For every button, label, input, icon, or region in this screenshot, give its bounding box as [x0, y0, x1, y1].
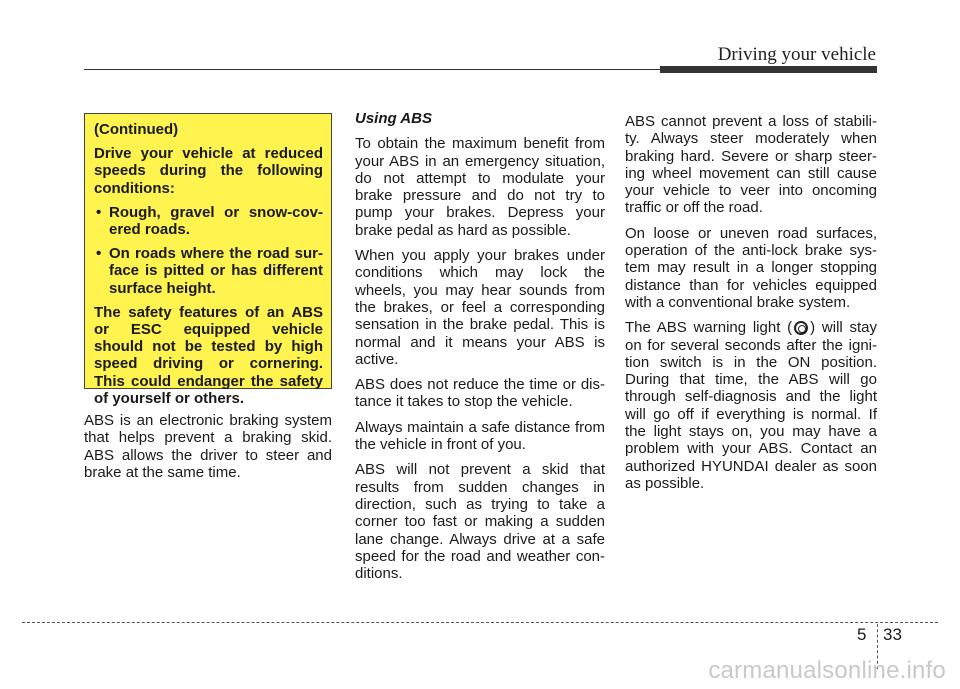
warning-bullet-list	[94, 204, 323, 297]
page-number: 33	[883, 625, 902, 644]
warning-light-paragraph	[625, 319, 877, 492]
footer-rule	[22, 622, 938, 623]
warning-bullet: • On roads where the road sur-face is pitted or has different surface height.	[94, 245, 323, 297]
middle-column	[355, 110, 605, 590]
warning-light-text-after: ) will stay on for several seconds after the igni-tion switch is in the ON position. During that time, the ABS will go through self-diagnosis and the light will go off if everything is normal. If the light stays on, you may have a problem with your ABS. Contact an authorized HYUNDAI dealer as soon as possible.	[625, 319, 878, 492]
body-paragraph: To obtain the maximum benefit from your ABS in an emergency situation, do not attempt to modulate your brake pressure and do not try to pump your brakes. Depress your brake pedal as hard as possible.	[355, 135, 605, 239]
warning-light-text-before: The ABS warning light (	[625, 319, 793, 337]
body-paragraph: When you apply your brakes under conditions which may lock the wheels, you may hear sounds from the brakes, or feel a corresponding sensation in the brake pedal. This is normal and it means your ABS is active.	[355, 247, 605, 368]
left-column	[84, 412, 332, 489]
header-rule	[84, 69, 660, 70]
abs-warning-light-icon	[794, 321, 808, 335]
body-paragraph: ABS cannot prevent a loss of stabili-ty. Always steer moderately when braking hard. Severe or sharp steer-ing wheel movement can still cause your vehicle to veer into oncoming traffic or off the road.	[625, 113, 877, 217]
warning-continued: (Continued)	[94, 121, 179, 138]
warning-closing: The safety features of an ABS or ESC equipped vehicle should not be tested by high speed driving or cornering. This could endanger the safety of yourself or others.	[94, 303, 323, 407]
body-paragraph: ABS will not prevent a skid that results from sudden changes in direction, such as trying to take a corner too fast or making a sudden lane change. Always drive at a safe speed for the road and weather con-ditions.	[355, 461, 605, 583]
section-title: Driving your vehicle	[717, 44, 876, 65]
right-column	[625, 113, 877, 500]
body-paragraph: ABS does not reduce the time or dis-tance it takes to stop the vehicle.	[355, 376, 605, 411]
using-abs-heading: Using ABS	[355, 110, 432, 127]
watermark: carmanualsonline.info	[708, 657, 946, 684]
warning-intro: Drive your vehicle at reduced speeds during the following conditions:	[94, 145, 323, 197]
chapter-number: 5	[857, 625, 867, 644]
body-paragraph: On loose or uneven road surfaces, operation of the anti-lock brake sys-tem may result in a longer stopping distance than for vehicles equipped with a conventional brake system.	[625, 224, 877, 311]
header-bar	[660, 66, 877, 73]
body-paragraph: Always maintain a safe distance from the vehicle in front of you.	[355, 418, 605, 454]
warning-bullet: • Rough, gravel or snow-cov-ered roads.	[94, 204, 323, 238]
warning-box	[84, 113, 332, 407]
abs-intro-paragraph: ABS is an electronic braking system that helps prevent a braking skid. ABS allows the driver to steer and brake at the same time.	[84, 412, 332, 481]
